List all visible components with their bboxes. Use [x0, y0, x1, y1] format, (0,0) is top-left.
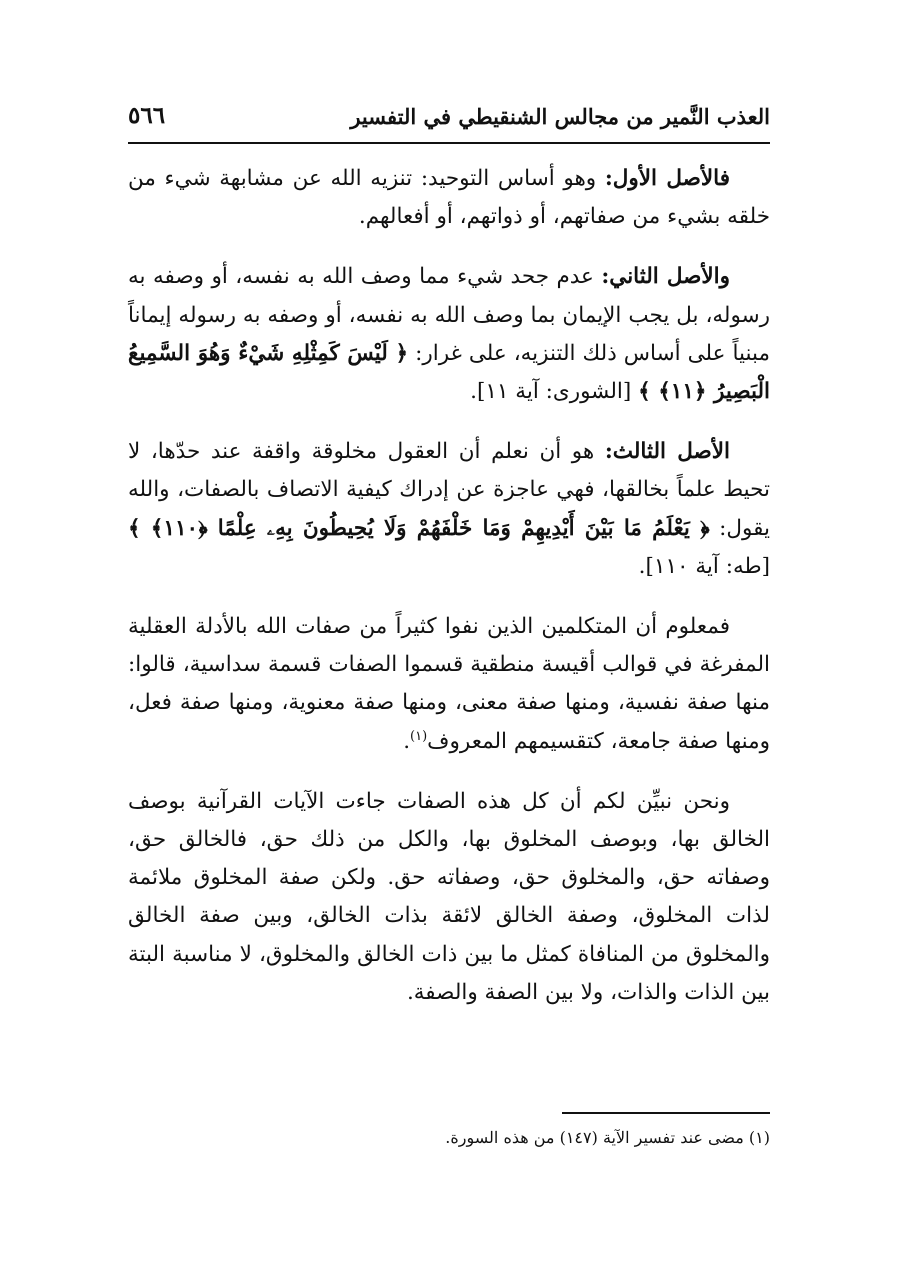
- paragraph-second-principle: [128, 258, 770, 411]
- footnote-reference[interactable]: (١): [410, 728, 428, 744]
- quran-verse: ﴿ لَيْسَ كَمِثْلِهِ شَيْءٌ وَهُوَ السَّمِيعُ الْبَصِيرُ ﴿١١﴾ ﴾: [128, 340, 770, 405]
- quran-verse: ﴿ يَعْلَمُ مَا بَيْنَ أَيْدِيهِمْ وَمَا خَلْفَهُمْ وَلَا يُحِيطُونَ بِهِۦ عِلْمًا ﴿١١٠﴾ ﴾: [128, 515, 710, 541]
- page-header: [128, 98, 770, 144]
- running-title: العذب النَّمير من مجالس الشنقيطي في التفسير: [350, 104, 770, 129]
- paragraph-text: ونحن نبيِّن لكم أن كل هذه الصفات جاءت الآيات القرآنية بوصف الخالق بها، وبوصف المخلوق بها، والكل من ذلك حق، فالخالق حق، وصفاته حق، والمخلوق حق، وصفاته حق. ولكن صفة المخلوق ملائمة لذات المخلوق، وصفة الخالق لائقة بذات الخالق، وبين صفة الخالق والمخلوق من المنافاة كمثل ما بين ذات الخالق والمخلوق، لا مناسبة البتة بين الذات والذات، ولا بين الصفة والصفة.: [128, 788, 770, 1005]
- paragraph-text: وهو أساس التوحيد: تنزيه الله عن مشابهة شيء من خلقه بشيء من صفاتهم، أو ذواتهم، أو أفعالهم.: [128, 166, 770, 230]
- paragraph-end: .: [403, 728, 411, 754]
- main-text: [128, 160, 770, 1034]
- paragraph-third-principle: [128, 433, 770, 586]
- verse-reference: [طه: آية ١١٠].: [638, 553, 770, 579]
- verse-reference: [الشورى: آية ١١].: [470, 379, 639, 405]
- page-number: ٥٦٦: [128, 102, 166, 129]
- paragraph-text: عدم جحد شيء مما وصف الله به نفسه، أو وصفه به رسوله، بل يجب الإيمان بما وصف الله به نفسه، أو وصفه به رسوله إيماناً مبنياً على أساس ذلك التنزيه، على غرار:: [128, 264, 770, 366]
- paragraph-attributes: [128, 783, 770, 1012]
- paragraph-lead: والأصل الثاني:: [601, 264, 731, 290]
- footnote-divider: [562, 1112, 770, 1114]
- paragraph-first-principle: [128, 160, 770, 236]
- paragraph-text: هو أن نعلم أن العقول مخلوقة واقفة عند حدّها، لا تحيط علماً بخالقها، فهي عاجزة عن إدراك كيفية الاتصاف بالصفات، والله يقول:: [128, 439, 770, 541]
- paragraph-theologians: [128, 608, 770, 761]
- footnote: (١) مضى عند تفسير الآية (١٤٧) من هذه السورة.: [445, 1128, 770, 1147]
- paragraph-text: فمعلوم أن المتكلمين الذين نفوا كثيراً من صفات الله بالأدلة العقلية المفرغة في قوالب أقيسة منطقية قسموا الصفات قسمة سداسية، قالوا: منها صفة نفسية، ومنها صفة معنى، ومنها صفة معنوية، ومنها صفة فعل، ومنها صفة جامعة، كتقسيمهم المعروف: [128, 614, 770, 754]
- paragraph-lead: فالأصل الأول:: [604, 166, 730, 191]
- paragraph-lead: الأصل الثالث:: [604, 439, 730, 465]
